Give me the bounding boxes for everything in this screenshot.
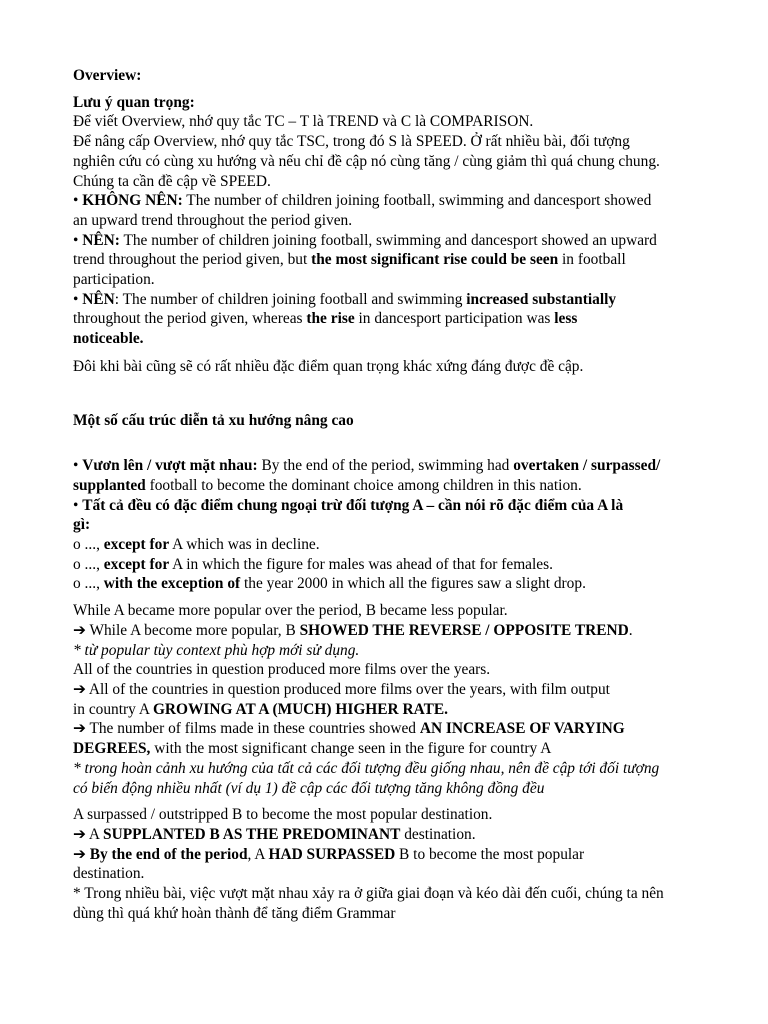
nen-item-2: • NÊN: The number of children joining football and swimming increased substantially throughout the period given, whereas the rise in dancesport participation was less noticeable.: [73, 290, 617, 348]
intro-paragraph: Để viết Overview, nhớ quy tắc TC – T là TREND và C là COMPARISON. Để nâng cấp Overview, nhớ quy tắc TSC, trong đó S là SPEED. Ở rất nhiều bài, đối tượng nghiên cứu có cùng xu hướng và nếu chỉ đề cập nó cùng tăng / cùng giảm thì quá chung chung. Chúng ta cần đề cập về SPEED.: [73, 113, 660, 190]
note-heading: Lưu ý quan trọng:: [73, 93, 195, 111]
sometimes-note: Đôi khi bài cũng sẽ có rất nhiều đặc điểm quan trọng khác xứng đáng được đề cập.: [73, 357, 584, 375]
except-item: • Tất cả đều có đặc điểm chung ngoại trừ đối tượng A – cần nói rõ đặc điểm của A là gì:: [73, 496, 624, 534]
list-item: o ..., with the exception of the year 2000 in which all the figures saw a slight drop.: [73, 575, 586, 593]
overview-heading: Overview:: [73, 67, 142, 84]
surpass-block: A surpassed / outstripped B to become the most popular destination. ➔ A SUPPLANTED B AS THE PREDOMINANT destination. ➔ By the end of the period, A HAD SURPASSED B to become the most popular destination. * Trong nhiều bài, việc vượt mặt nhau xảy ra ở giữa giai đoạn và kéo dài đến cuối, chúng ta nên dùng thì quá khứ hoàn thành để tăng điểm Grammar: [73, 806, 664, 922]
list-item: o ..., except for A in which the figure for males was ahead of that for females.: [73, 555, 553, 573]
overtake-item: • Vươn lên / vượt mặt nhau: By the end of the period, swimming had overtaken / surpassed/ supplanted football to become the dominant choice among children in this nation.: [73, 457, 661, 494]
nen-label: NÊN: [82, 290, 115, 308]
khong-nen-label: KHÔNG NÊN:: [82, 192, 183, 210]
reverse-trend-block: While A became more popular over the period, B became less popular. ➔ While A become more popular, B SHOWED THE REVERSE / OPPOSITE TREND. * từ popular tùy context phù hợp mới sử dụng.: [73, 602, 633, 659]
except-list: [73, 535, 733, 594]
document-page: [73, 66, 733, 923]
nen-label: NÊN:: [82, 231, 120, 249]
advanced-heading: Một số cấu trúc diễn tả xu hướng nâng cao: [73, 411, 354, 429]
films-block: All of the countries in question produced more films over the years. ➔ All of the countries in question produced more films over the years, with film output in country A GROWING AT A (MUCH) HIGHER RATE. ➔ The number of films made in these countries showed AN INCREASE OF VARYING DEGREES, with the most significant change seen in the figure for country A * trong hoàn cảnh xu hướng của tất cả các đối tượng đều giống nhau, nên đề cập tới đối tượng có biến động nhiều nhất (ví dụ 1) đề cập các đối tượng tăng không đồng đều: [73, 661, 660, 797]
nen-item-1: • NÊN: The number of children joining football, swimming and dancesport showed an upward trend throughout the period given, but the most significant rise could be seen in football participation.: [73, 231, 657, 289]
list-item: o ..., except for A which was in decline.: [73, 536, 320, 554]
khong-nen-item: • KHÔNG NÊN: The number of children joining football, swimming and dancesport showed an upward trend throughout the period given.: [73, 192, 652, 229]
